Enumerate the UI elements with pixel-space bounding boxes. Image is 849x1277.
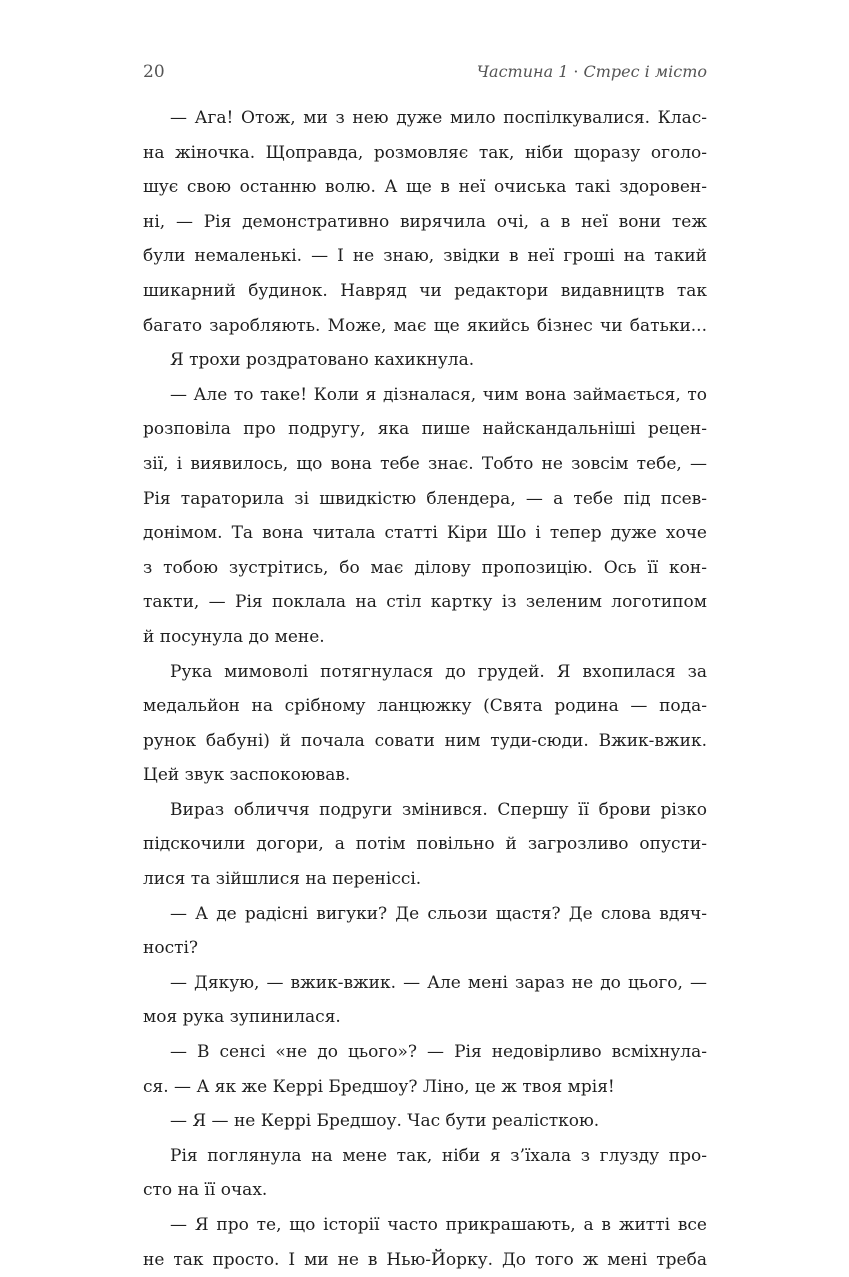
running-header bbox=[477, 62, 707, 81]
chapter-title: Стрес і місто bbox=[583, 62, 707, 81]
text-line: Рія тараторила зі швидкістю блендера, — а тебе під псев- bbox=[143, 488, 707, 509]
text-line: — Але то таке! Коли я дізналася, чим вона займається, то bbox=[170, 384, 707, 405]
text-line: донімом. Та вона читала статті Кіри Шо і тепер дуже хоче bbox=[143, 523, 707, 544]
text-line: — Дякую, — вжик-вжик. — Але мені зараз не до цього, — bbox=[170, 972, 707, 993]
text-line: підскочили догори, а потім повільно й загрозливо опусти- bbox=[143, 834, 707, 855]
part-title: Частина 1 bbox=[476, 62, 569, 81]
text-line: розповіла про подругу, яка пише найскандальніші рецен- bbox=[143, 419, 707, 440]
header-separator: · bbox=[573, 62, 579, 81]
text-line: моя рука зупинилася. bbox=[143, 1007, 341, 1028]
text-line: — Я про те, що історії часто прикрашають, а в житті все bbox=[170, 1215, 707, 1235]
text-line: й посунула до мене. bbox=[143, 626, 325, 647]
text-line: Я трохи роздратовано кахикнула. bbox=[170, 350, 475, 371]
text-line: сто на її очах. bbox=[143, 1180, 268, 1201]
text-line: рунок бабуні) й почала совати ним туди-сюди. Вжик-вжик. bbox=[143, 730, 707, 751]
text-line: не так просто. І ми не в Нью-Йорку. До того ж мені треба bbox=[143, 1249, 707, 1270]
text-line: з тобою зустрітись, бо має ділову пропозицію. Ось її кон- bbox=[143, 557, 707, 578]
text-line: медальйон на срібному ланцюжку (Свята родина — пода- bbox=[143, 696, 707, 717]
text-line: — Я — не Керрі Бредшоу. Час бути реалісткою. bbox=[170, 1111, 600, 1132]
text-line: багато заробляють. Може, має ще якийсь бізнес чи батьки... bbox=[143, 315, 707, 336]
text-line: Рука мимоволі потягнулася до грудей. Я вхопилася за bbox=[170, 661, 707, 682]
text-line: ності? bbox=[143, 938, 199, 959]
page-number: 20 bbox=[143, 62, 165, 82]
text-line: лися та зійшлися на переніссі. bbox=[143, 869, 422, 890]
text-line: ся. — А як же Керрі Бредшоу? Ліно, це ж твоя мрія! bbox=[143, 1076, 615, 1097]
body-text bbox=[143, 101, 707, 1277]
text-line: — В сенсі «не до цього»? — Рія недовірливо всміхнула- bbox=[170, 1042, 707, 1063]
text-line: — А де радісні вигуки? Де сльози щастя? Де слова вдяч- bbox=[170, 903, 707, 924]
text-line: на жіночка. Щоправда, розмовляє так, ніби щоразу оголо- bbox=[143, 142, 707, 163]
text-line: ні, — Рія демонстративно вирячила очі, а в неї вони теж bbox=[143, 211, 707, 232]
text-line: Цей звук заспокоював. bbox=[143, 765, 351, 786]
text-line: Вираз обличчя подруги змінився. Спершу її брови різко bbox=[170, 799, 707, 820]
text-line: зії, і виявилось, що вона тебе знає. Тобто не зовсім тебе, — bbox=[143, 453, 707, 474]
text-line: Рія поглянула на мене так, ніби я з’їхала з глузду про- bbox=[170, 1145, 707, 1166]
text-line: шує свою останню волю. А ще в неї очиська такі здоровен- bbox=[143, 177, 707, 198]
text-line: такти, — Рія поклала на стіл картку із зеленим логотипом bbox=[143, 592, 707, 613]
text-line: були немаленькі. — І не знаю, звідки в неї гроші на такий bbox=[143, 246, 707, 267]
text-line: шикарний будинок. Навряд чи редактори видавництв так bbox=[143, 280, 707, 301]
text-line: — Ага! Отож, ми з нею дуже мило поспілкувалися. Клас- bbox=[170, 108, 707, 128]
